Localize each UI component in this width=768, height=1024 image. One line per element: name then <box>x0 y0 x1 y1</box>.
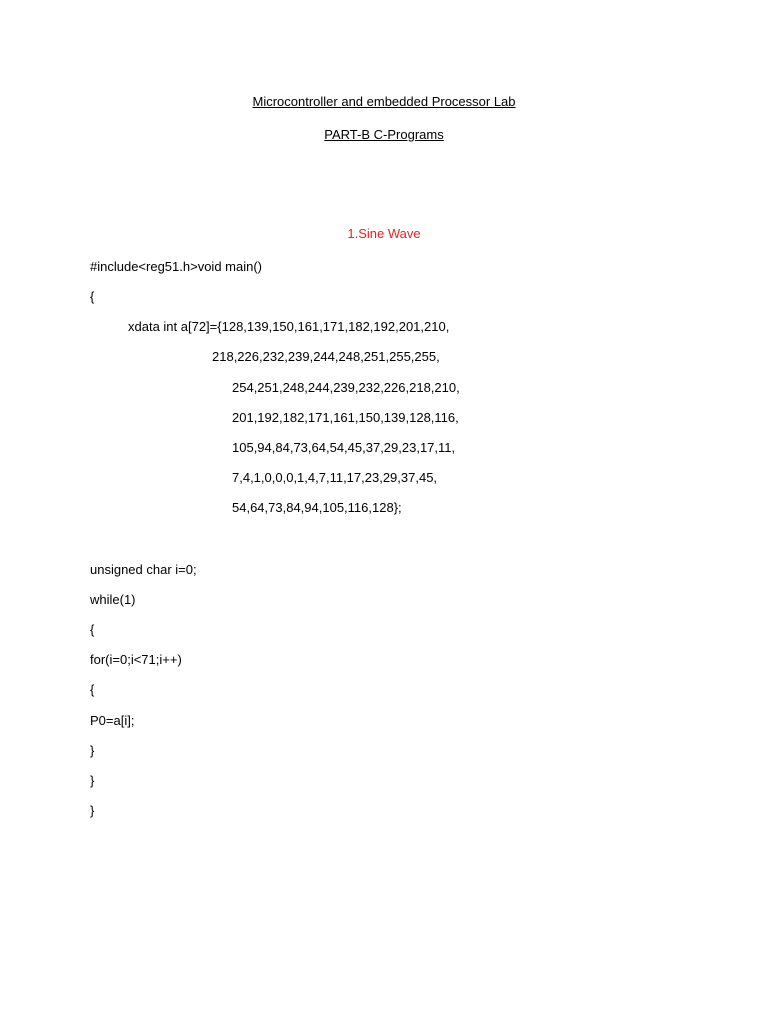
code-line: 218,226,232,239,244,248,251,255,255, <box>212 349 440 364</box>
code-line: P0=a[i]; <box>90 713 135 728</box>
code-line: } <box>90 743 95 758</box>
code-line: for(i=0;i<71;i++) <box>90 652 182 667</box>
code-line: { <box>90 622 95 637</box>
code-line: } <box>90 803 95 818</box>
code-line: { <box>90 682 95 697</box>
code-line: 201,192,182,171,161,150,139,128,116, <box>232 410 459 425</box>
code-line: 54,64,73,84,94,105,116,128}; <box>232 500 402 515</box>
code-line: { <box>90 289 95 304</box>
section-title-sine-wave: 1.Sine Wave <box>347 226 421 241</box>
code-line: } <box>90 773 95 788</box>
document-subtitle: PART-B C-Programs <box>324 127 444 142</box>
code-line: 105,94,84,73,64,54,45,37,29,23,17,11, <box>232 440 456 455</box>
code-line: 254,251,248,244,239,232,226,218,210, <box>232 380 460 395</box>
code-line: #include<reg51.h>void main() <box>90 259 262 274</box>
document-title: Microcontroller and embedded Processor Lab <box>252 94 516 109</box>
code-line: unsigned char i=0; <box>90 562 197 577</box>
code-line: 7,4,1,0,0,0,1,4,7,11,17,23,29,37,45, <box>232 470 438 485</box>
code-line: xdata int a[72]={128,139,150,161,171,182,192,201,210, <box>128 319 450 334</box>
code-line: while(1) <box>90 592 136 607</box>
